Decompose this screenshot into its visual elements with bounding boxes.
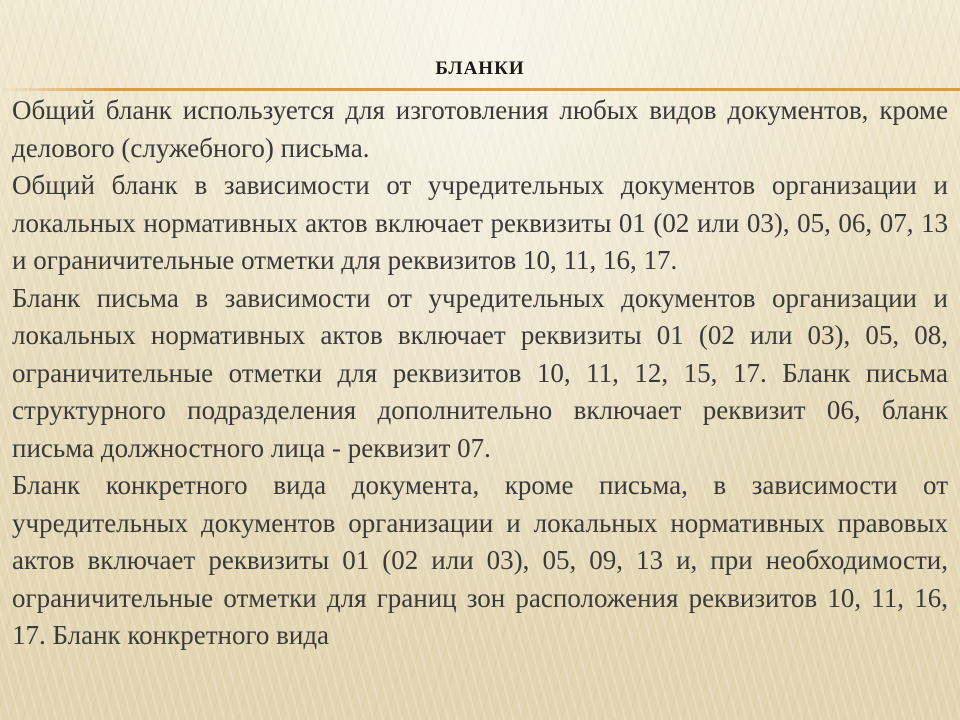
slide-body bbox=[12, 92, 948, 655]
paragraph-general-form-requisites: Общий бланк в зависимости от учредительных документов организации и локальных нормативных актов включает реквизиты 01 (02 или 03), 05, 06, 07, 13 и ограничительные отметки для реквизитов 10, 11, 16, 17. bbox=[12, 170, 948, 275]
title-accent-line bbox=[0, 88, 960, 91]
paragraph-general-form: Общий бланк используется для изготовления любых видов документов, кроме делового (служебного) письма. bbox=[12, 95, 948, 163]
paragraph-specific-document-form: Бланк конкретного вида документа, кроме письма, в зависимости от учредительных документов организации и локальных нормативных правовых актов включает реквизиты 01 (02 или 03), 05, 09, 13 и, при необходимости, ограничительные отметки для границ зон расположения реквизитов 10, 11, 16, 17. Бланк конкретного вида bbox=[12, 470, 948, 650]
paragraph-letter-form: Бланк письма в зависимости от учредительных документов организации и локальных нормативных актов включает реквизиты 01 (02 или 03), 05, 08, ограничительные отметки для реквизитов 10, 11, 12, 15, 17. Бланк письма структурного подразделения дополнительно включает реквизит 06, бланк письма должностного лица - реквизит 07. bbox=[12, 282, 948, 463]
slide-title: БЛАНКИ bbox=[435, 58, 525, 79]
